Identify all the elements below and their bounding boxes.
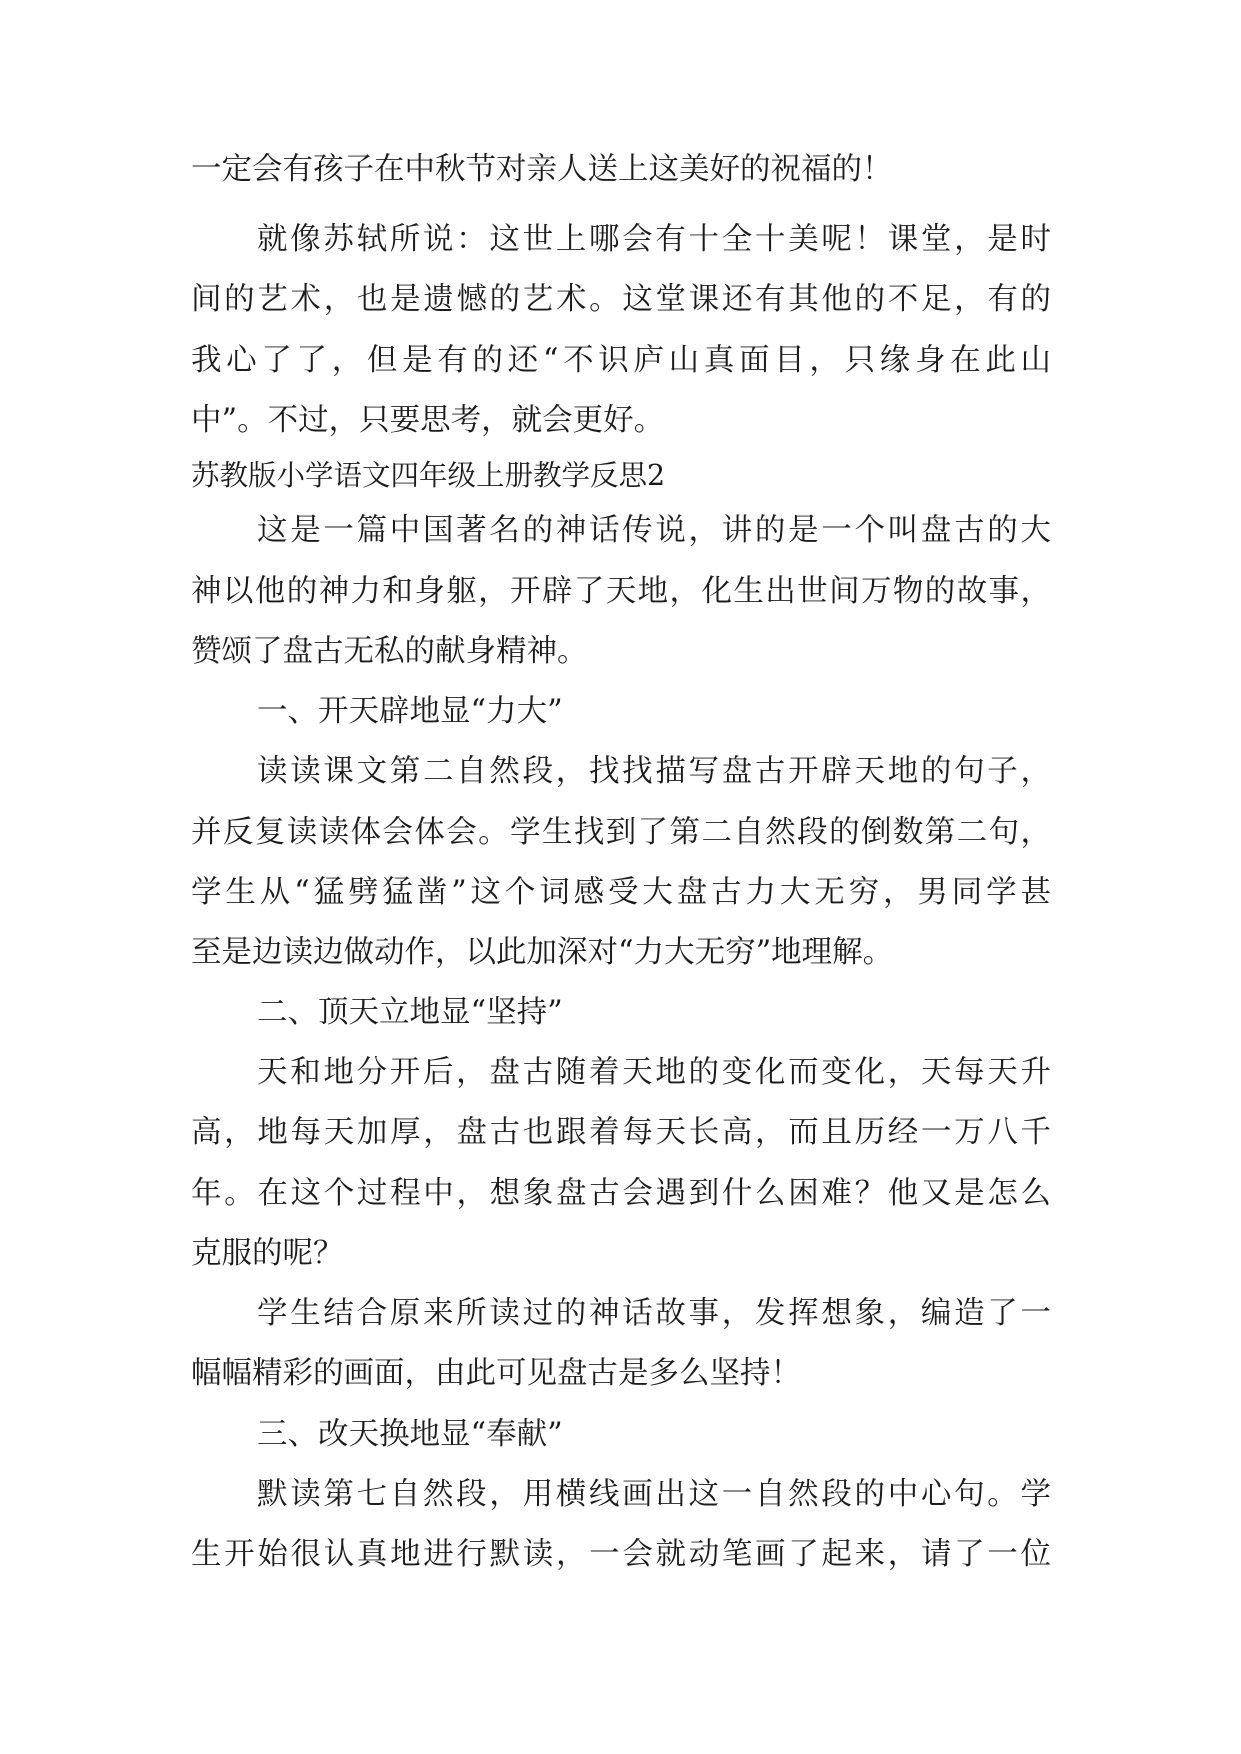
section-title: 苏教版小学语文四年级上册教学反思2 [191,459,666,492]
text-line: 就像苏轼所说：这世上哪会有十全十美呢！课堂，是时 [257,222,1051,257]
subheading: 三、改天换地显“奉献” [257,1417,563,1452]
text-line: 幅幅精彩的画面，由此可见盘古是多么坚持！ [191,1356,801,1391]
text-line: 年。在这个过程中，想象盘古会遇到什么困难？他又是怎么 [191,1176,1051,1211]
text-line: 学生结合原来所读过的神话故事，发挥想象，编造了一 [257,1296,1051,1331]
text-line: 生开始很认真地进行默读，一会就动笔画了起来，请了一位 [191,1537,1051,1572]
text-line: 间的艺术，也是遗憾的艺术。这堂课还有其他的不足，有的 [191,282,1051,317]
text-line: 至是边读边做动作，以此加深对“力大无穷”地理解。 [191,935,894,970]
text-line: 并反复读读体会体会。学生找到了第二自然段的倒数第二句， [191,815,1051,850]
text-line: 天和地分开后，盘古随着天地的变化而变化，天每天升 [257,1055,1051,1090]
text-line: 克服的呢？ [191,1236,344,1271]
text-line: 一定会有孩子在中秋节对亲人送上这美好的祝福的！ [191,152,893,187]
text-line: 这是一篇中国著名的神话传说，讲的是一个叫盘古的大 [257,513,1051,548]
text-line: 默读第七自然段，用横线画出这一自然段的中心句。学 [257,1477,1051,1512]
text-line: 神以他的神力和身躯，开辟了天地，化生出世间万物的故事， [191,574,1051,609]
text-line: 我心了了，但是有的还“不识庐山真面目，只缘身在此山 [191,343,1051,378]
subheading: 二、顶天立地显“坚持” [257,995,563,1030]
text-line: 中”。不过，只要思考，就会更好。 [191,403,665,438]
text-line: 高，地每天加厚，盘古也跟着每天长高，而且历经一万八千 [191,1115,1051,1150]
text-line: 学生从“猛劈猛凿”这个词感受大盘古力大无穷，男同学甚 [191,875,1051,910]
subheading: 一、开天辟地显“力大” [257,694,563,729]
text-line: 读读课文第二自然段，找找描写盘古开辟天地的句子， [257,754,1051,789]
text-line: 赞颂了盘古无私的献身精神。 [191,634,588,669]
